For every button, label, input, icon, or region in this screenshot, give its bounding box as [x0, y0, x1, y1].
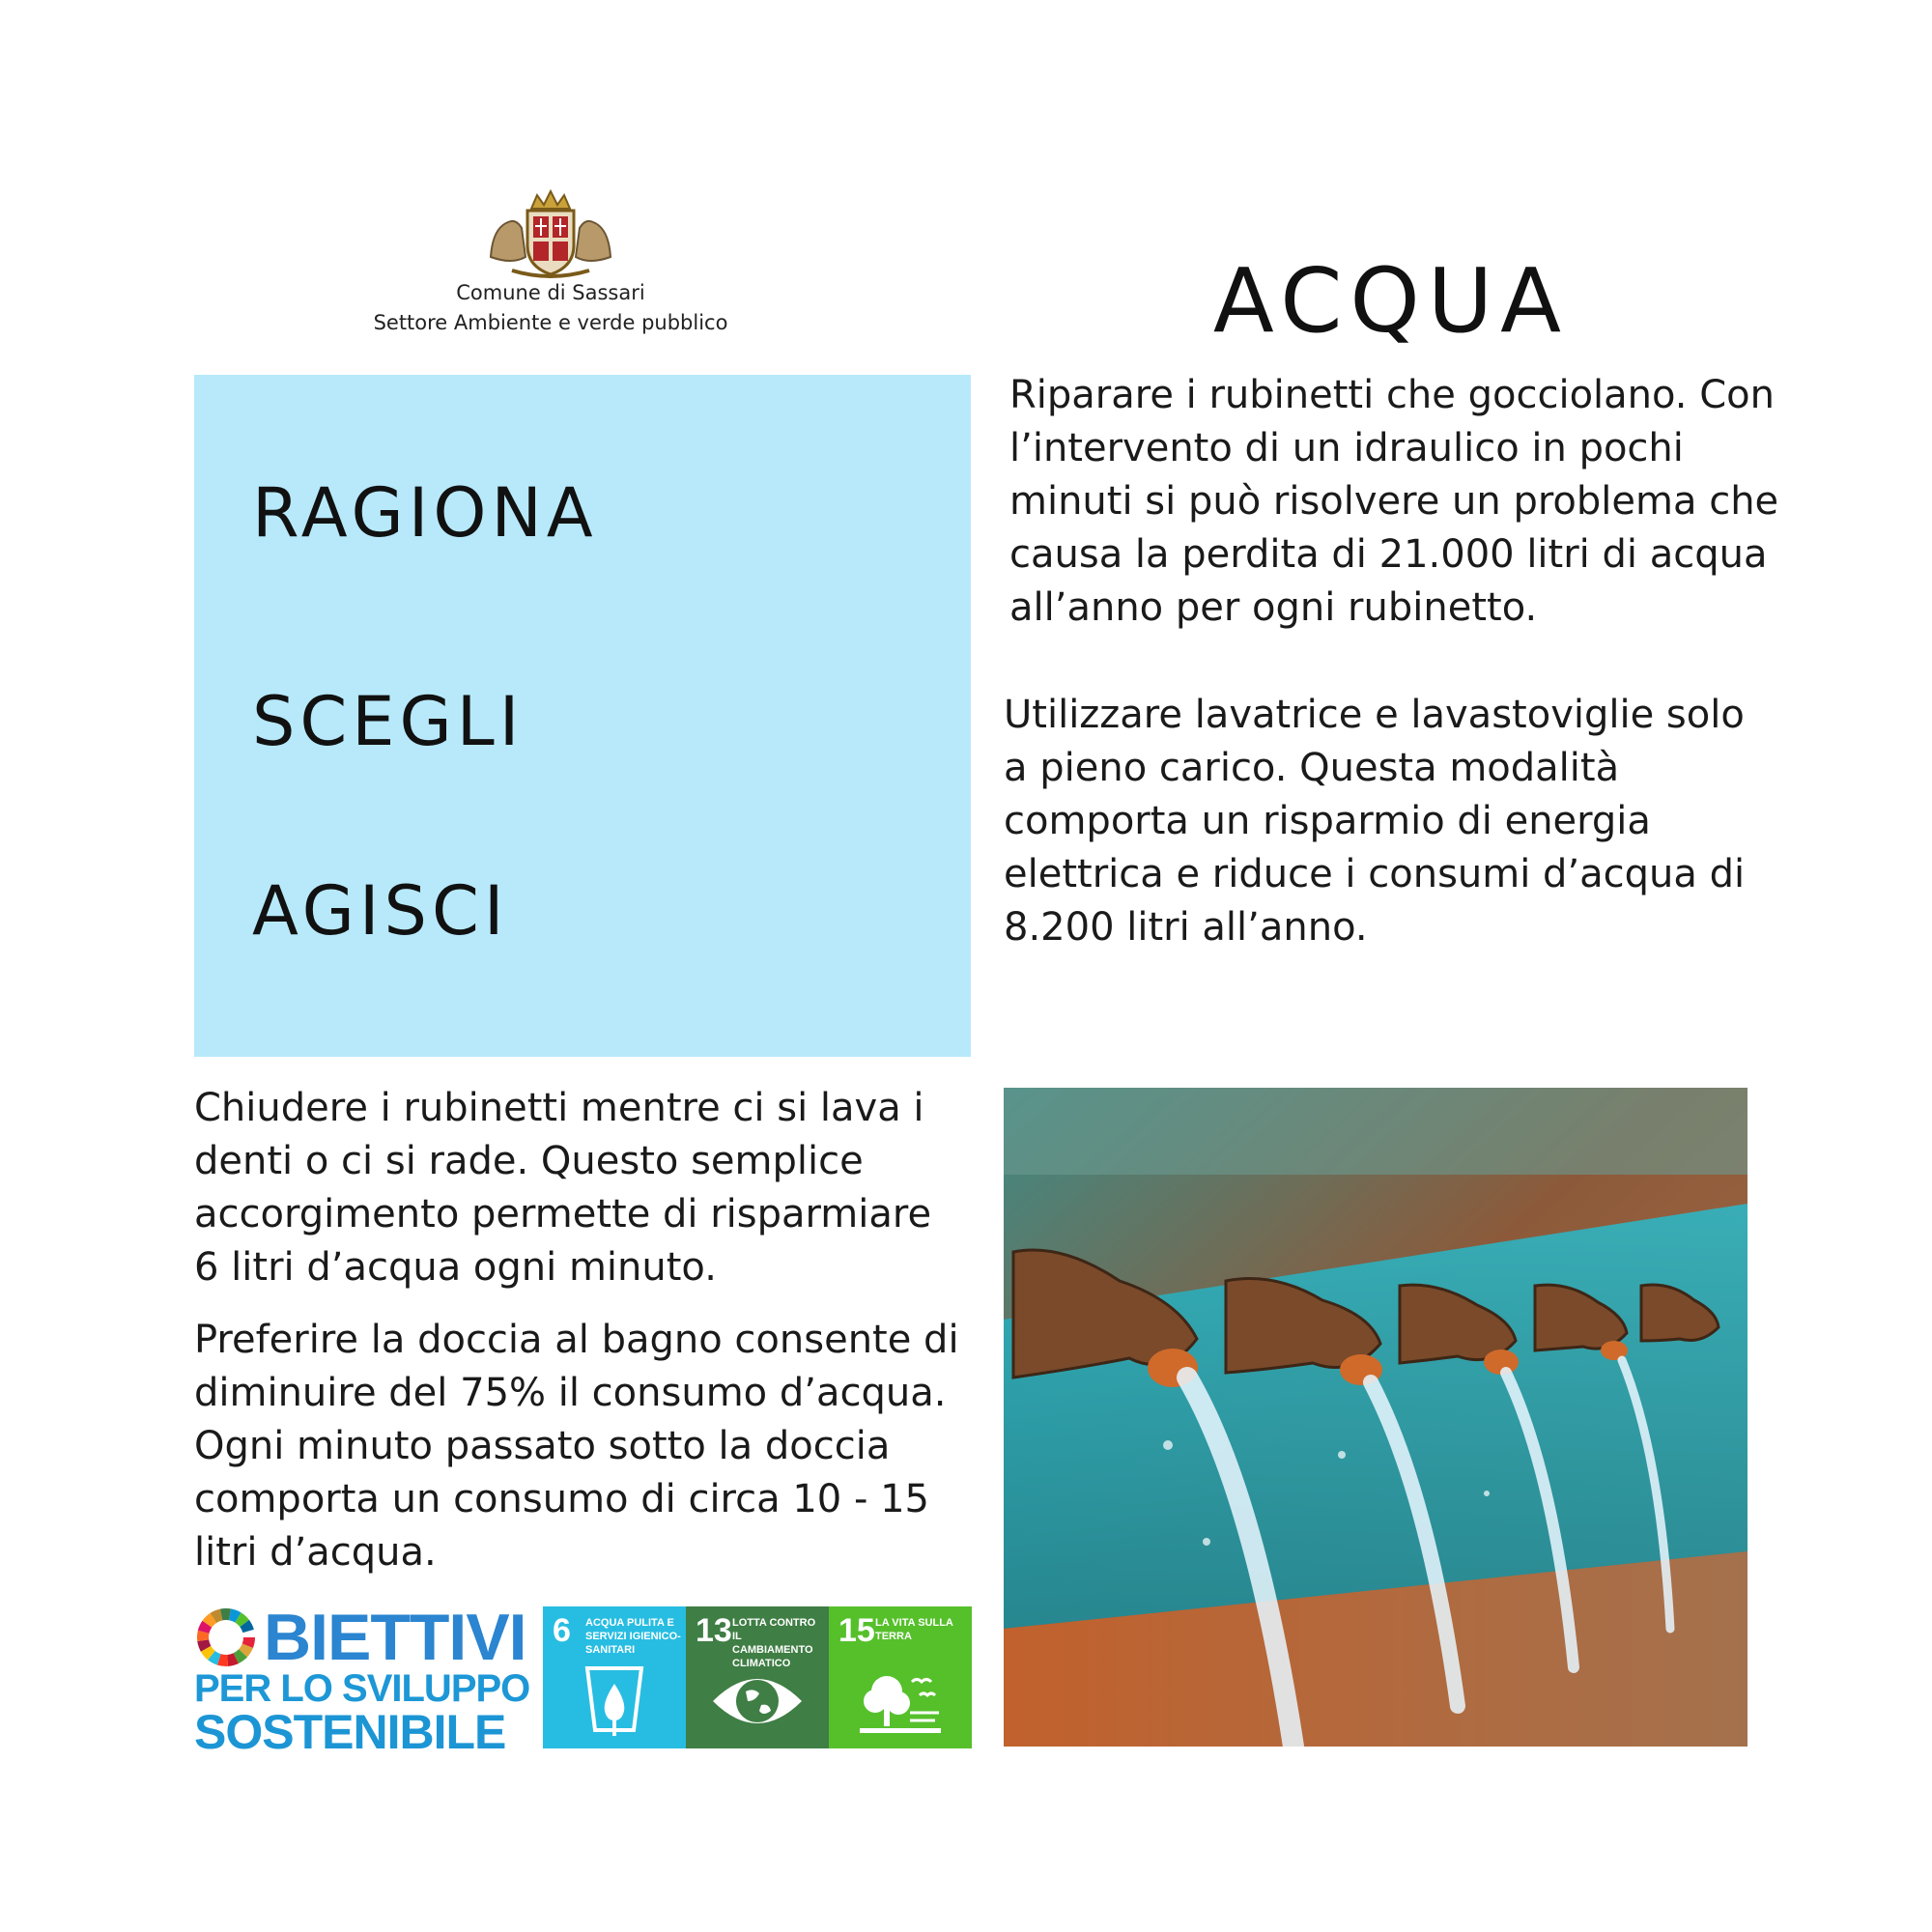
- tip-faucet-repair: Riparare i rubinetti che gocciolano. Con l’intervento di un idraulico in pochi minuti si può risolvere un problema che causa la perdita di 21.000 litri di acqua all’anno per ogni rubinetto.: [1009, 373, 1779, 630]
- coat-of-arms-icon: [483, 189, 618, 282]
- sdg-tile-label: LA VITA SULLA TERRA: [875, 1617, 953, 1642]
- earth-eye-icon: [709, 1662, 806, 1740]
- sdg-tile-number: 13: [696, 1612, 732, 1649]
- sdg-tile-label: ACQUA PULITA E SERVIZI IGIENICO-SANITARI: [585, 1617, 681, 1656]
- water-fountain-photo: [1004, 1088, 1747, 1747]
- sdg-logo: [194, 1600, 530, 1759]
- motto-ragiona: RAGIONA: [252, 473, 598, 553]
- sdg-tile-label: LOTTA CONTRO IL CAMBIAMENTO CLIMATICO: [732, 1617, 816, 1669]
- tip-shower: Preferire la doccia al bagno consente di diminuire del 75% il consumo d’acqua. Ogni minuto passato sotto la doccia comporta un consumo di circa 10 - 15 litri d’acqua.: [194, 1318, 959, 1575]
- sdg-tile-6: [543, 1606, 686, 1748]
- sdg-tile-number: 15: [838, 1612, 875, 1649]
- tree-birds-icon: [852, 1662, 949, 1740]
- sdg-line-per-lo-sviluppo: PER LO SVILUPPO: [194, 1667, 530, 1710]
- sdg-wheel-icon: [196, 1607, 256, 1667]
- tip-close-taps: Chiudere i rubinetti mentre ci si lava i denti o ci si rade. Questo semplice accorgimento permette di risparmiare 6 litri d’acqua ogni minuto.: [194, 1086, 932, 1290]
- sdg-tile-13: [686, 1606, 829, 1748]
- caption-line-2: Settore Ambiente e verde pubblico: [373, 311, 728, 334]
- caption-line-1: Comune di Sassari: [456, 281, 645, 304]
- header-caption: [319, 278, 782, 338]
- water-drop-icon: [566, 1662, 663, 1740]
- sdg-tile-15: [829, 1606, 972, 1748]
- motto-panel: [194, 375, 971, 1057]
- motto-agisci: AGISCI: [252, 871, 509, 951]
- sdg-tile-number: 6: [553, 1612, 571, 1649]
- page-title: ACQUA: [1212, 249, 1570, 353]
- motto-scegli: SCEGLI: [252, 682, 525, 761]
- sdg-line-obiettivi: BIETTIVI: [264, 1601, 526, 1674]
- sdg-line-sostenibile: SOSTENIBILE: [194, 1705, 506, 1759]
- tip-full-load: Utilizzare lavatrice e lavastoviglie solo a pieno carico. Questa modalità comporta un risparmio di energia elettrica e riduce i consumi d’acqua di 8.200 litri all’anno.: [1004, 693, 1746, 950]
